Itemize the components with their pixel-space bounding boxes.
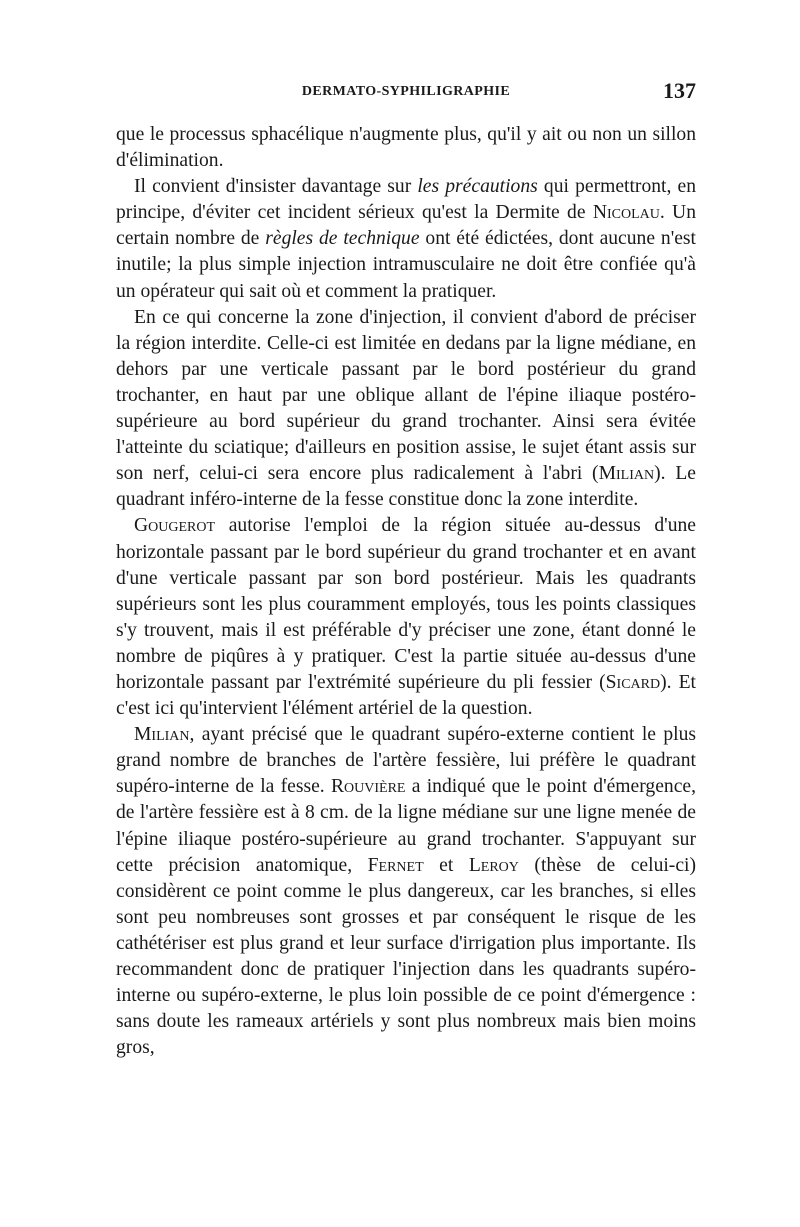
author-name: Gougerot — [134, 515, 216, 537]
paragraph — [116, 722, 696, 1061]
text-run: que le processus sphacélique n'augmente plus, qu'il y ait ou non un sillon d'élimination. — [116, 124, 696, 172]
author-name: Milian — [134, 724, 190, 746]
paragraph — [116, 305, 696, 514]
text-run: autorise l'emploi de la région située au-dessus d'une horizontale passant par le bord supérieur du grand trochanter et en avant d'une verticale passant par son bord postérieur. Mais les quadrants supérieurs sont les plus couramment employés, tous les points classiques s'y trouvent, mais il est préférable d'y préciser une zone, étant donné le nombre de piqûres à y pratiquer. C'est la partie située au-dessus d'une horizontale passant par l'extrémité supérieure du pli fessier ( — [116, 515, 696, 693]
author-name: Fernet — [367, 854, 424, 876]
paragraph — [116, 122, 696, 174]
paragraph — [116, 174, 696, 304]
text-run: Il convient d'insister davantage sur — [134, 176, 418, 198]
text-run: (thèse de celui-ci) considèrent ce point comme le plus dangereux, car les branches, si elles sont peu nombreuses sont grosses et par conséquent le risque de les cathétériser est plus grand et leur surface d'irrigation plus importante. Ils recommandent donc de pratiquer l'injection dans les quadrants supéro-interne ou supéro-externe, le plus loin possible de ce point d'émergence : sans doute les rameaux artériels y sont plus nombreux mais bien moins gros, — [116, 854, 696, 1059]
author-name: Leroy — [468, 854, 519, 876]
book-page — [116, 70, 696, 1061]
italic-text: règles de technique — [265, 228, 420, 250]
text-run: ont été édictées, dont aucune n'est inutile; la plus simple injection intramusculaire ne doit être confiée qu'à un opérateur qui sait où et comment la pratiquer. — [116, 228, 697, 302]
italic-text: les précautions — [417, 176, 538, 198]
text-run: ). Le quadrant inféro-interne de la fesse constitue donc la zone interdite. — [116, 463, 696, 511]
page-number: 137 — [663, 78, 696, 103]
running-title: DERMATO-SYPHILIGRAPHIE — [301, 84, 511, 99]
text-run: et — [423, 854, 469, 876]
author-name: Rouvière — [330, 776, 406, 798]
text-run: qui permettront, en principe, d'éviter cet incident sérieux qu'est la Dermite de — [116, 176, 696, 224]
text-run: ). Et c'est ici qu'intervient l'élément artériel de la question. — [116, 671, 696, 720]
text-run: , ayant précisé que le quadrant supéro-externe contient le plus grand nombre de branches de l'artère fessière, lui préfère le quadrant supéro-interne de la fesse. — [116, 724, 696, 798]
body-text — [116, 122, 696, 1061]
text-run: a indiqué que le point d'émergence, de l'artère fessière est à 8 cm. de la ligne médiane sur une ligne menée de l'épine iliaque postéro-supérieure au grand trochanter. S'appuyant sur cette précision anatomique, — [116, 776, 696, 876]
running-head — [116, 70, 696, 110]
author-name: Sicard — [605, 671, 661, 693]
author-name: Nicolau — [592, 202, 660, 224]
paragraph — [116, 513, 696, 722]
text-run: . Un certain nombre de — [116, 202, 696, 250]
text-run: En ce qui concerne la zone d'injection, il convient d'abord de préciser la région interdite. Celle-ci est limitée en dedans par la ligne médiane, en dehors par une verticale passant par le bord postérieur du grand trochanter, en haut par une oblique allant de l'épine iliaque postéro-supérieure au bord supérieur du grand trochanter. Ainsi sera évitée l'atteinte du sciatique; d'ailleurs en position assise, le sujet étant assis sur son nerf, celui-ci sera encore plus radicalement à l'abri ( — [116, 306, 696, 485]
author-name: Milian — [598, 463, 655, 485]
